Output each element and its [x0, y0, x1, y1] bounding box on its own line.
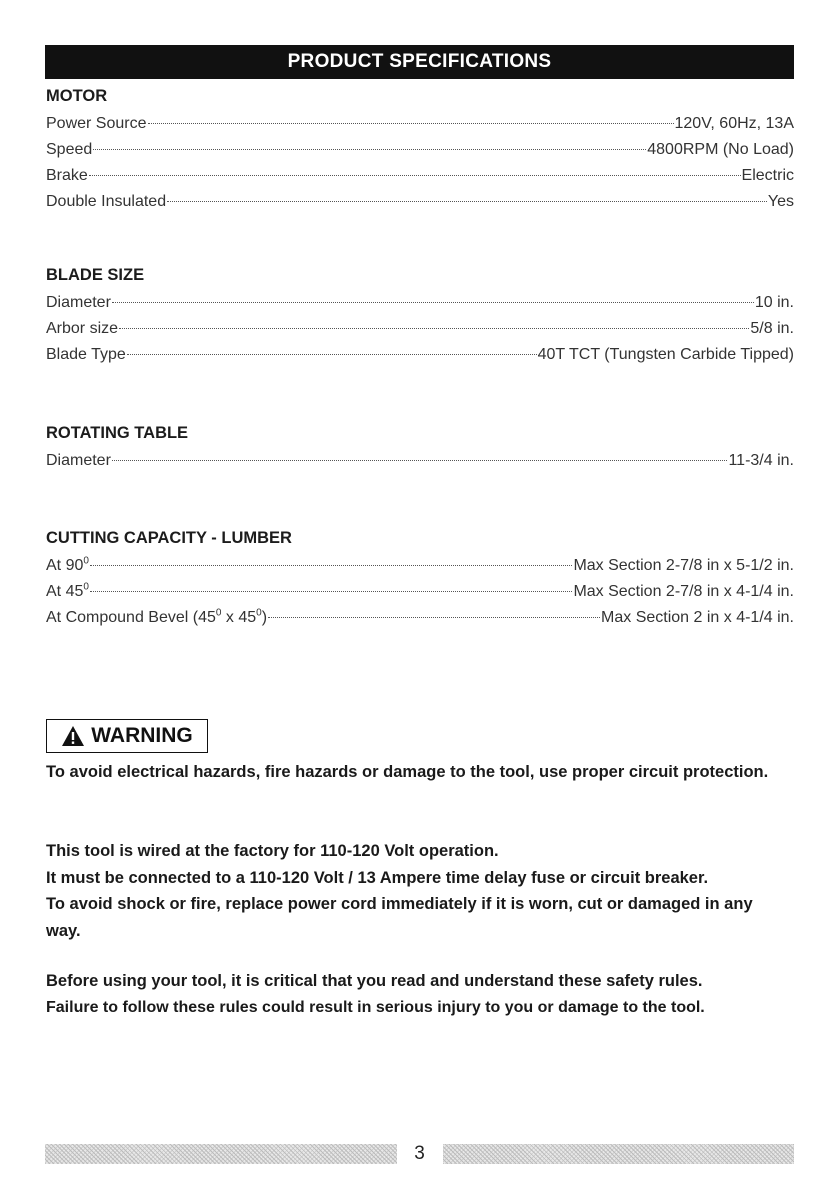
warning-line: To avoid electrical hazards, fire hazards or damage to the tool, use proper circuit protection. [46, 763, 769, 781]
spec-row [46, 553, 794, 579]
spec-value: Max Section 2-7/8 in x 5-1/2 in. [573, 557, 794, 574]
page-header [45, 45, 794, 79]
spec-value: Electric [741, 167, 794, 184]
spec-value: 10 in. [754, 294, 794, 311]
spec-row [46, 189, 794, 215]
spec-value: Max Section 2 in x 4-1/4 in. [601, 609, 794, 626]
section-title: ROTATING TABLE [46, 424, 189, 442]
warning-line: Before using your tool, it is critical that you read and understand these safety rules. [46, 972, 703, 990]
leader-dots [89, 175, 741, 176]
page-number: 3 [414, 1143, 425, 1164]
leader-dots [112, 460, 728, 461]
leader-dots [127, 354, 537, 355]
spec-label: Power Source [46, 115, 147, 132]
spec-row [46, 137, 794, 163]
warning-triangle-icon [61, 725, 85, 747]
spec-label: Brake [46, 167, 88, 184]
blade-size-section [46, 264, 794, 368]
spec-row [46, 579, 794, 605]
warning-label [46, 719, 208, 753]
spec-row [46, 316, 794, 342]
spec-row [46, 163, 794, 189]
footer-pattern-left [45, 1144, 397, 1164]
spec-label: At $45^0$ [46, 581, 89, 600]
leader-dots [93, 149, 646, 150]
footer-pattern-right [443, 1144, 795, 1164]
leader-dots [268, 617, 600, 618]
leader-dots [112, 302, 754, 303]
spec-label: Double Insulated [46, 193, 167, 210]
page-title: PRODUCT SPECIFICATIONS [287, 51, 552, 72]
page-footer [45, 1143, 794, 1165]
spec-value: Yes [767, 193, 794, 210]
warning-line: It must be connected to a 110-120 Volt / 13 Ampere time delay fuse or circuit breaker. [46, 868, 709, 887]
warning-paragraph [46, 838, 796, 944]
leader-dots [90, 591, 573, 592]
spec-value: 4800RPM (No Load) [647, 141, 794, 158]
spec-value: 11-3/4 in. [728, 452, 794, 469]
spec-label: Speed [46, 141, 93, 158]
warning-paragraph [46, 759, 796, 786]
leader-dots [167, 201, 767, 202]
spec-row [46, 111, 794, 137]
spec-value: Max Section 2-7/8 in x 4-1/4 in. [573, 583, 794, 600]
motor-section [46, 85, 794, 215]
spec-value: 40T TCT (Tungsten Carbide Tipped) [537, 346, 794, 363]
spec-row [46, 605, 794, 631]
warning-line: Failure to follow these rules could result in serious injury to you or damage to the tool. [46, 998, 705, 1016]
leader-dots [148, 123, 674, 124]
section-title: MOTOR [46, 87, 108, 105]
section-title: BLADE SIZE [46, 266, 145, 284]
section-title: CUTTING CAPACITY - LUMBER [46, 529, 292, 547]
spec-value: 120V, 60Hz, 13A [674, 115, 794, 132]
warning-text: WARNING [91, 724, 193, 747]
spec-row [46, 290, 794, 316]
spec-label: Arbor size [46, 320, 119, 337]
spec-label: Blade Type [46, 346, 126, 363]
leader-dots [119, 328, 749, 329]
warning-line: To avoid shock or fire, replace power cord immediately if it is worn, cut or damaged in any way. [46, 895, 753, 940]
cutting-capacity-section [46, 527, 794, 631]
leader-dots [90, 565, 573, 566]
spec-value: 5/8 in. [750, 320, 794, 337]
spec-label: Diameter [46, 294, 111, 311]
spec-row [46, 448, 794, 474]
warning-line: This tool is wired at the factory for 110-120 Volt operation. [46, 842, 499, 860]
warning-paragraph [46, 968, 796, 1021]
rotating-table-section [46, 422, 794, 474]
spec-label: Diameter [46, 452, 111, 469]
spec-label: At $90^0$ [46, 555, 89, 574]
spec-row [46, 342, 794, 368]
spec-label: At Compound Bevel ($45^0$ x $45^0$) [46, 607, 268, 626]
